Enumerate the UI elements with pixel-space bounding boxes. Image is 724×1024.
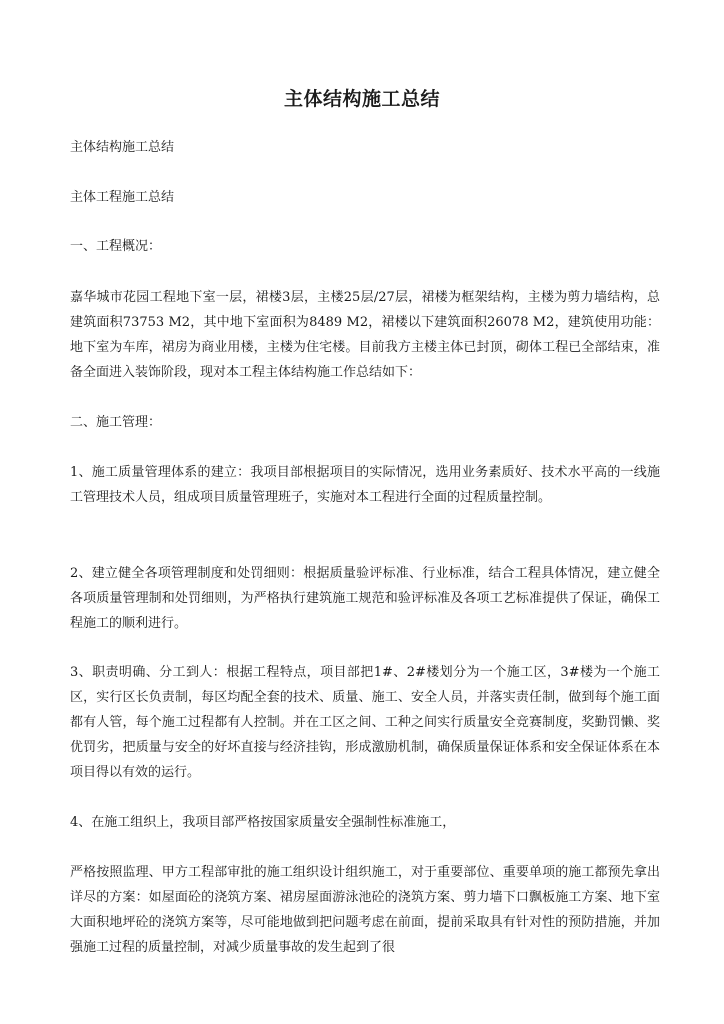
paragraph-item-4: 4、在施工组织上，我项目部严格按国家质量安全强制性标准施工， [70, 815, 456, 830]
paragraph-item-1: 1、施工质量管理体系的建立：我项目部根据项目的实际情况，选用业务素质好、技术水平高的一线施工管理技术人员，组成项目质量管理班子，实施对本工程进行全面的过程质量控制。 [70, 465, 660, 505]
document-title: 主体结构施工总结 [283, 88, 440, 110]
paragraph-item-3: 3、职责明确、分工到人：根据工程特点，项目部把1#、2#楼划分为一个施工区，3#楼为一个施工区，实行区长负责制，每区均配全套的技术、质量、施工、安全人员，并落实责任制，做到每个施工面都有人管，每个施工过程都有人控制。并在工区之间、工种之间实行质量安全竞赛制度，奖勤罚懒、奖优罚劣，把质量与安全的好坏直接与经济挂钩，形成激励机制，确保质量保证体系和安全保证体系在本项目得以有效的运行。 [70, 665, 660, 780]
paragraph-item-4-continued: 严格按照监理、甲方工程部审批的施工组织设计组织施工，对于重要部位、重要单项的施工都预先拿出详尽的方案：如屋面砼的浇筑方案、裙房屋面游泳池砼的浇筑方案、剪力墙下口飘板施工方案、地下室大面积地坪砼的浇筑方案等，尽可能地做到把问题考虑在前面，提前采取具有针对性的预防措施，并加强施工过程的质量控制，对减少质量事故的发生起到了很 [70, 865, 660, 955]
paragraph-subtitle-1: 主体结构施工总结 [70, 140, 175, 155]
paragraph-item-2: 2、建立健全各项管理制度和处罚细则：根据质量验评标准、行业标准，结合工程具体情况，建立健全各项质量管理制和处罚细则，为严格执行建筑施工规范和验评标准及各项工艺标准提供了保证，确保工程施工的顺利进行。 [70, 566, 660, 631]
section-heading-overview: 一、工程概况： [70, 239, 162, 254]
paragraph-overview: 嘉华城市花园工程地下室一层，裙楼3层，主楼25层/27层，裙楼为框架结构，主楼为剪力墙结构，总建筑面积73753 M2，其中地下室面积为8489 M2，裙楼以下建筑面积26078 M2，建筑使用功能：地下室为车库，裙房为商业用楼，主楼为住宅楼。目前我方主楼主体已封顶，砌体工程已全部结束，准备全面进入装饰阶段，现对本工程主体结构施工作总结如下： [70, 290, 660, 380]
paragraph-subtitle-2: 主体工程施工总结 [70, 190, 175, 205]
section-heading-management: 二、施工管理： [70, 415, 162, 430]
